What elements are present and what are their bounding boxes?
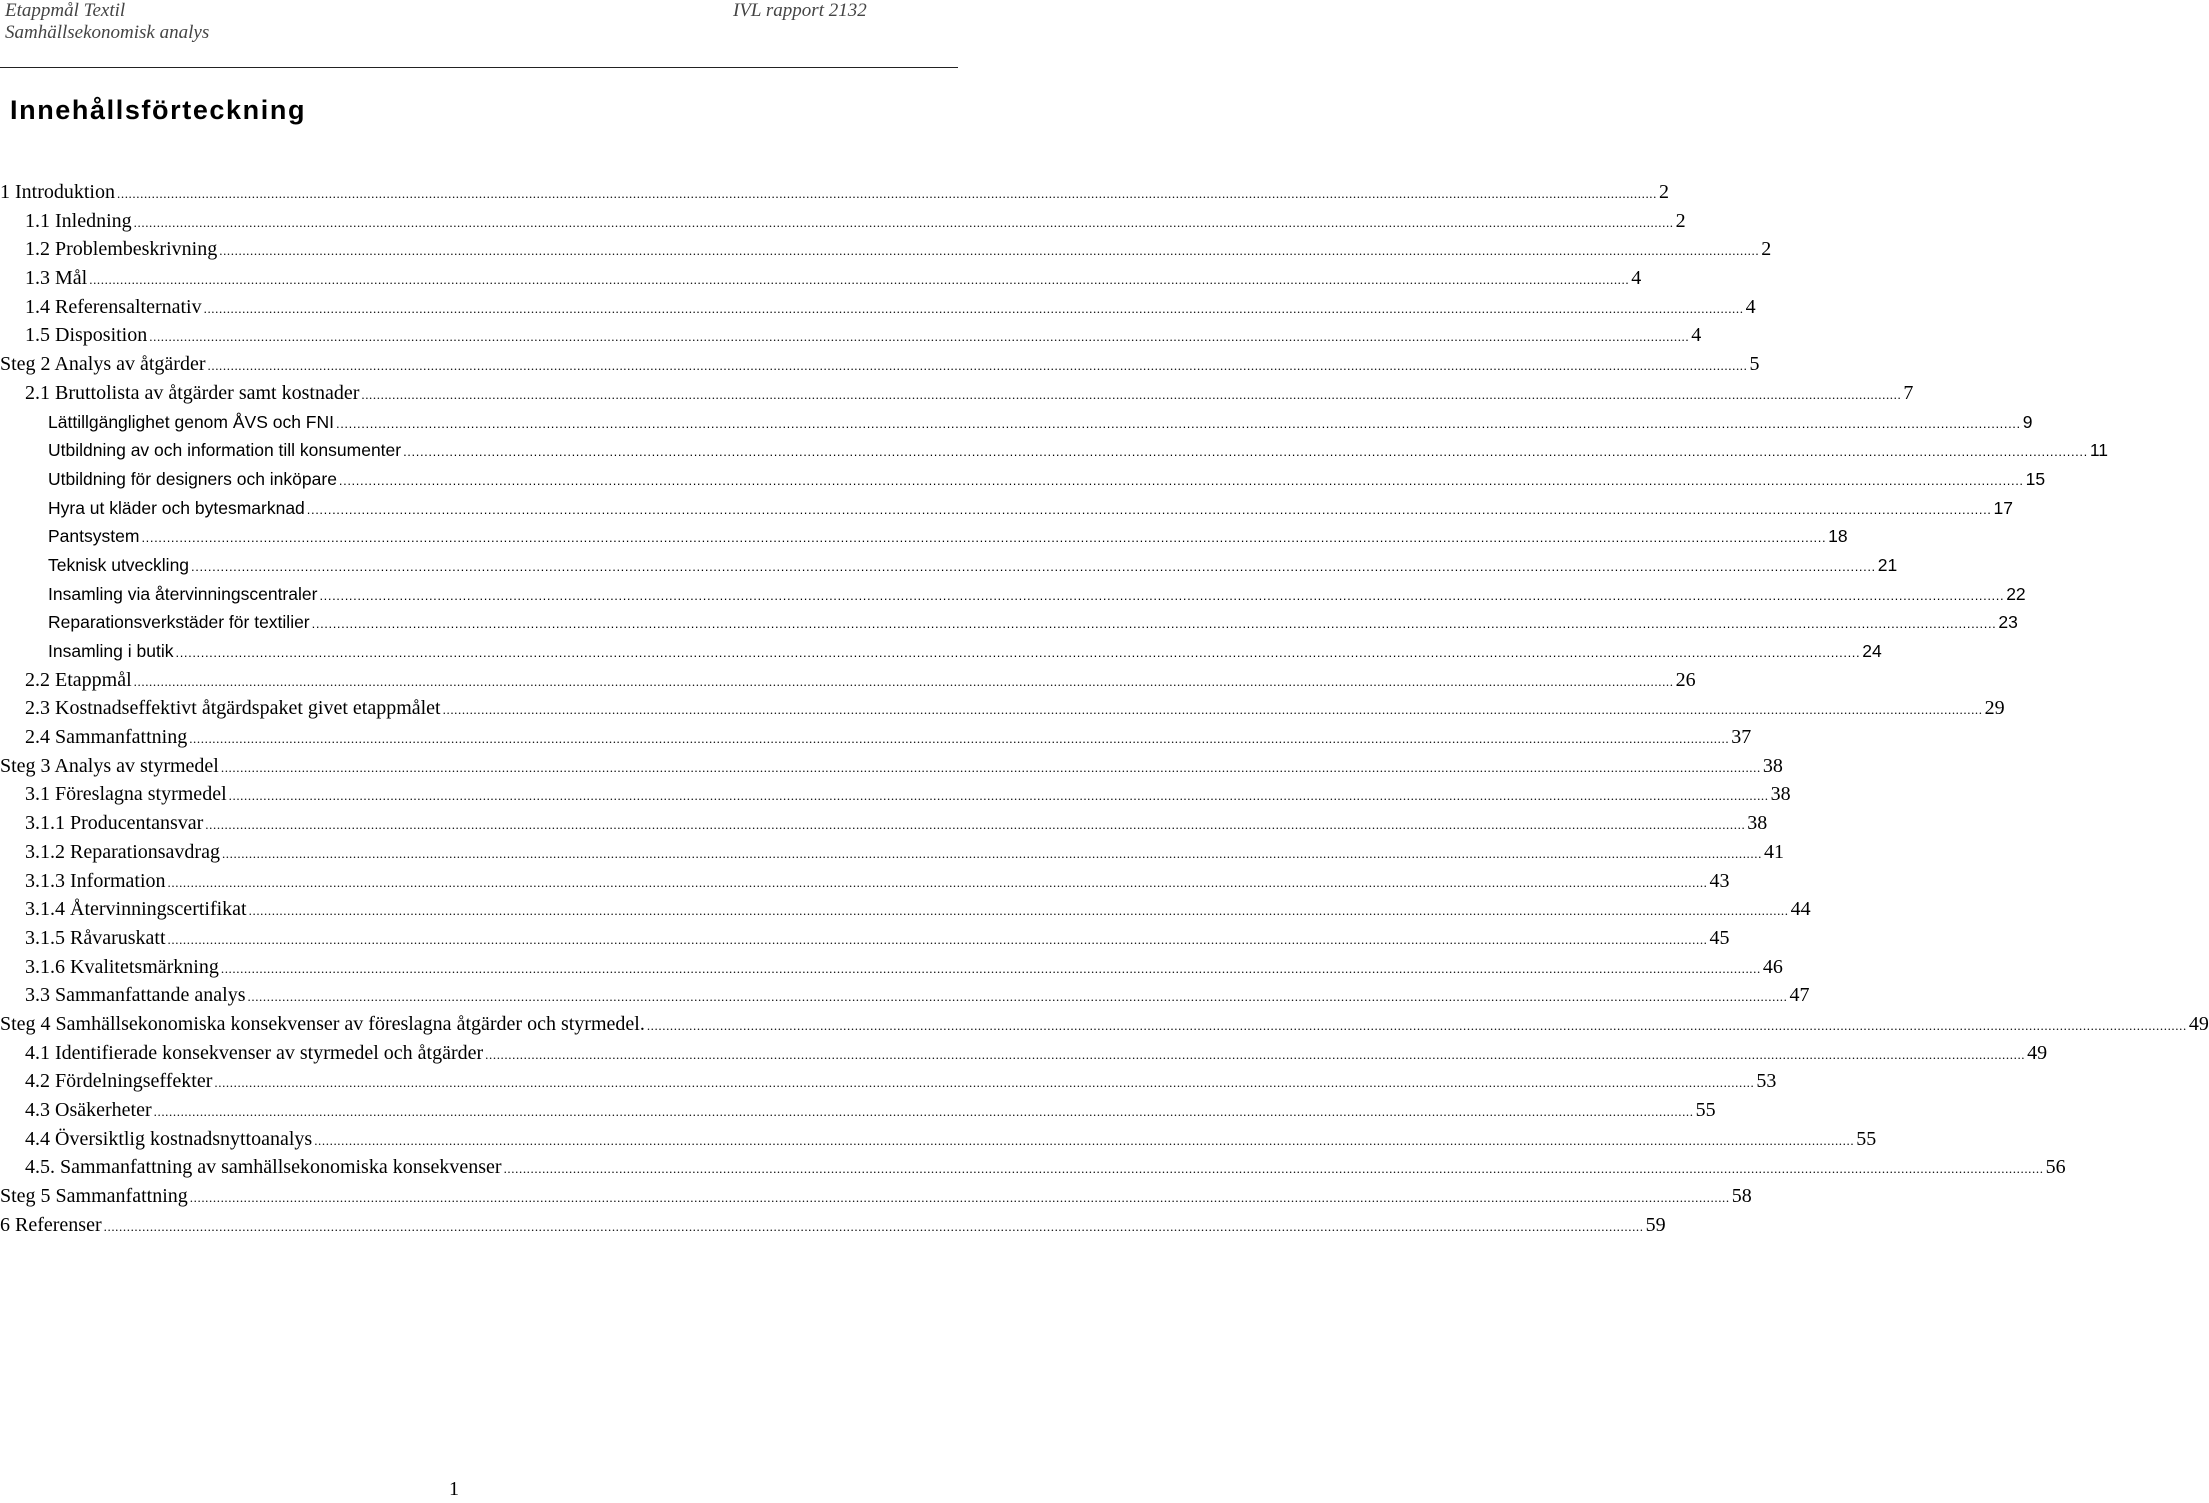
toc-entry-page: 59 [1645, 1213, 1666, 1236]
toc-leader-dots: ................................................................................................................................................................................................................................................................................................................................................................................................................ [133, 214, 1674, 230]
toc-entry[interactable] [0, 379, 1914, 408]
toc-entry-label: 3.1.4 Återvinningscertifikat [25, 898, 247, 921]
toc-entry[interactable] [0, 350, 1760, 379]
toc-entry-page: 38 [1762, 754, 1783, 777]
toc-leader-dots: ................................................................................................................................................................................................................................................................................................................................................................................................................ [103, 1218, 1644, 1234]
toc-entry-page: 46 [1762, 955, 1783, 978]
page-number: 1 [449, 1478, 459, 1500]
toc-entry-label: 4.3 Osäkerheter [25, 1099, 152, 1121]
toc-entry-page: 43 [1709, 869, 1730, 892]
toc-leader-dots: ................................................................................................................................................................................................................................................................................................................................................................................................................ [221, 845, 1762, 861]
toc-entry-page: 15 [2025, 468, 2046, 489]
toc-leader-dots: ................................................................................................................................................................................................................................................................................................................................................................................................................ [167, 931, 1708, 947]
toc-entry-label: 1.1 Inledning [25, 209, 132, 232]
toc-entry[interactable] [0, 666, 1696, 695]
toc-leader-dots: ................................................................................................................................................................................................................................................................................................................................................................................................................ [442, 702, 1983, 718]
toc-leader-dots: ................................................................................................................................................................................................................................................................................................................................................................................................................ [338, 472, 2024, 488]
toc-entry[interactable] [0, 1153, 2066, 1182]
toc-entry[interactable] [0, 580, 2026, 609]
toc-leader-dots: ................................................................................................................................................................................................................................................................................................................................................................................................................ [485, 1046, 2026, 1062]
toc-entry-label: Teknisk utveckling [48, 554, 190, 575]
toc-entry-label: 1.4 Referensalternativ [25, 295, 202, 318]
toc-leader-dots: ................................................................................................................................................................................................................................................................................................................................................................................................................ [314, 1132, 1855, 1148]
toc-leader-dots: ................................................................................................................................................................................................................................................................................................................................................................................................................ [219, 243, 1760, 259]
header-rule [0, 67, 958, 68]
toc-entry[interactable] [0, 953, 1783, 982]
toc-entry-label: 3.1.5 Råvaruskatt [25, 926, 166, 949]
toc-entry[interactable] [0, 551, 1898, 580]
toc-entry-label: 3.1.6 Kvalitetsmärkning [25, 955, 219, 978]
toc-entry-label: 6 Referenser [0, 1213, 102, 1236]
toc-entry-label: 4.1 Identifierade konsekvenser av styrmedel och åtgärder [25, 1041, 484, 1064]
toc-entry-label: Steg 2 Analys av åtgärder [0, 353, 206, 376]
toc-leader-dots: ................................................................................................................................................................................................................................................................................................................................................................................................................ [117, 186, 1657, 201]
toc-entry-label: 1.2 Problembeskrivning [25, 238, 218, 261]
toc-entry[interactable] [0, 637, 1882, 666]
toc-entry-label: Steg 5 Sammanfattning [0, 1185, 188, 1208]
toc-leader-dots: ................................................................................................................................................................................................................................................................................................................................................................................................................ [306, 501, 1992, 517]
toc-entry-label: Insamling via återvinningscentraler [48, 583, 318, 604]
toc-entry[interactable] [0, 293, 1756, 322]
toc-entry[interactable] [0, 1211, 1666, 1240]
toc-entry-label: 3.1 Föreslagna styrmedel [25, 783, 227, 806]
toc-entry-page: 37 [1731, 726, 1752, 749]
toc-entry-label: Utbildning av och information till konsumenter [48, 440, 402, 461]
toc-entry-page: 56 [2045, 1156, 2066, 1179]
toc-entry-page: 38 [1747, 812, 1768, 835]
toc-leader-dots: ................................................................................................................................................................................................................................................................................................................................................................................................................ [503, 1161, 2044, 1177]
toc-entry-page: 49 [2027, 1041, 2048, 1064]
toc-entry[interactable] [0, 981, 1810, 1010]
toc-entry[interactable] [0, 867, 1730, 896]
toc-entry-page: 53 [1756, 1070, 1777, 1093]
toc-entry[interactable] [0, 809, 1768, 838]
toc-entry-page: 2 [1761, 238, 1772, 261]
toc-entry-page: 4 [1745, 295, 1756, 318]
toc-leader-dots: ................................................................................................................................................................................................................................................................................................................................................................................................................ [189, 731, 1730, 747]
toc-entry-page: 41 [1763, 840, 1784, 863]
toc-entry-page: 17 [1993, 497, 2013, 518]
toc-entry[interactable] [0, 694, 2005, 723]
toc-entry-label: 3.1.3 Information [25, 869, 166, 892]
toc-leader-dots: ................................................................................................................................................................................................................................................................................................................................................................................................................ [203, 300, 1744, 316]
toc-entry[interactable] [0, 207, 1686, 236]
header-report-number: IVL rapport 2132 [733, 0, 867, 21]
toc-entry[interactable] [0, 436, 2108, 465]
toc-entry-page: 47 [1789, 984, 1810, 1007]
toc-entry-label: Reparationsverkstäder för textilier [48, 612, 310, 633]
toc-entry-page: 2 [1659, 181, 1669, 203]
toc-entry-label: 3.1.2 Reparationsavdrag [25, 840, 220, 863]
toc-entry-page: 11 [2089, 440, 2108, 461]
toc-leader-dots: ................................................................................................................................................................................................................................................................................................................................................................................................................ [149, 329, 1690, 345]
toc-entry-page: 49 [2188, 1012, 2209, 1035]
toc-entry-page: 45 [1709, 926, 1730, 949]
toc-entry-label: 2.2 Etappmål [25, 668, 132, 691]
toc-entry-page: 55 [1695, 1099, 1716, 1121]
toc-entry[interactable] [0, 465, 2046, 494]
toc-entry-label: 4.5. Sammanfattning av samhällsekonomiska konsekvenser [25, 1156, 502, 1179]
toc-entry-label: 2.4 Sammanfattning [25, 726, 188, 749]
toc-entry-page: 23 [1998, 612, 2018, 633]
toc-leader-dots: ................................................................................................................................................................................................................................................................................................................................................................................................................ [175, 645, 1861, 660]
toc-entry[interactable] [0, 522, 1848, 551]
toc-leader-dots: ................................................................................................................................................................................................................................................................................................................................................................................................................ [220, 759, 1761, 775]
toc-entry-page: 21 [1877, 554, 1898, 575]
toc-leader-dots: ................................................................................................................................................................................................................................................................................................................................................................................................................ [207, 358, 1748, 374]
toc-leader-dots: ................................................................................................................................................................................................................................................................................................................................................................................................................ [141, 530, 1827, 546]
toc-leader-dots: ................................................................................................................................................................................................................................................................................................................................................................................................................ [247, 989, 1788, 1005]
toc-entry[interactable] [0, 178, 1669, 207]
toc-entry-label: Utbildning för designers och inköpare [48, 468, 337, 489]
toc-leader-dots: ................................................................................................................................................................................................................................................................................................................................................................................................................ [89, 272, 1630, 288]
toc-leader-dots: ................................................................................................................................................................................................................................................................................................................................................................................................................ [319, 587, 2005, 603]
toc-entry-page: 55 [1856, 1127, 1877, 1150]
toc-entry-page: 58 [1731, 1185, 1752, 1208]
toc-entry[interactable] [0, 1125, 1877, 1154]
toc-leader-dots: ................................................................................................................................................................................................................................................................................................................................................................................................................ [228, 788, 1769, 804]
table-of-contents [0, 178, 2209, 1239]
toc-entry-label: 2.3 Kostnadseffektivt åtgärdspaket givet etappmålet [25, 697, 441, 720]
toc-entry-page: 9 [2022, 411, 2033, 432]
toc-entry-label: 3.1.1 Producentansvar [25, 812, 204, 835]
toc-heading: Innehållsförteckning [10, 95, 307, 125]
toc-entry-page: 18 [1828, 526, 1848, 547]
toc-entry[interactable] [0, 838, 1784, 867]
toc-entry-label: 4.2 Fördelningseffekter [25, 1070, 213, 1093]
toc-entry-label: 1.5 Disposition [25, 324, 148, 347]
toc-entry-page: 2 [1675, 209, 1686, 232]
toc-leader-dots: ................................................................................................................................................................................................................................................................................................................................................................................................................ [220, 960, 1761, 976]
toc-entry-label: Insamling i butik [48, 641, 174, 661]
toc-entry[interactable] [0, 780, 1791, 809]
toc-entry-label: Hyra ut kläder och bytesmarknad [48, 497, 305, 518]
toc-entry-page: 7 [1903, 381, 1914, 404]
toc-entry[interactable] [0, 264, 1642, 293]
toc-leader-dots: ................................................................................................................................................................................................................................................................................................................................................................................................................ [361, 386, 1902, 402]
toc-entry[interactable] [0, 608, 2018, 637]
toc-entry[interactable] [0, 321, 1702, 350]
toc-leader-dots: ................................................................................................................................................................................................................................................................................................................................................................................................................ [248, 903, 1789, 919]
toc-leader-dots: ................................................................................................................................................................................................................................................................................................................................................................................................................ [133, 673, 1674, 689]
toc-entry[interactable] [0, 1182, 1752, 1211]
toc-entry[interactable] [0, 235, 1772, 264]
toc-entry[interactable] [0, 1010, 2209, 1039]
toc-leader-dots: ................................................................................................................................................................................................................................................................................................................................................................................................................ [191, 558, 1876, 574]
header-report-subtitle: Samhällsekonomisk analys [5, 22, 210, 43]
toc-entry-label: Steg 4 Samhällsekonomiska konsekvenser av föreslagna åtgärder och styrmedel. [0, 1012, 645, 1035]
toc-entry-page: 22 [2006, 583, 2026, 604]
toc-entry[interactable] [0, 494, 2013, 523]
toc-entry-label: Lättillgänglighet genom ÅVS och FNI [48, 411, 334, 432]
toc-entry-page: 29 [1984, 697, 2005, 720]
toc-entry-page: 44 [1790, 898, 1811, 921]
toc-entry-label: 1 Introduktion [0, 181, 115, 203]
toc-entry-page: 38 [1770, 783, 1791, 806]
toc-entry-page: 4 [1631, 267, 1642, 290]
toc-entry[interactable] [0, 723, 1752, 752]
header-report-title: Etappmål Textil [5, 0, 126, 21]
running-header-left [5, 0, 209, 44]
toc-entry[interactable] [0, 924, 1730, 953]
toc-entry[interactable] [0, 408, 2033, 437]
toc-leader-dots: ................................................................................................................................................................................................................................................................................................................................................................................................................ [167, 874, 1708, 890]
toc-entry[interactable] [0, 895, 1811, 924]
toc-entry-label: 3.3 Sammanfattande analys [25, 984, 246, 1007]
toc-entry[interactable] [0, 752, 1783, 781]
toc-leader-dots: ................................................................................................................................................................................................................................................................................................................................................................................................................ [336, 415, 2021, 431]
toc-leader-dots: ................................................................................................................................................................................................................................................................................................................................................................................................................ [205, 817, 1746, 833]
toc-leader-dots: ................................................................................................................................................................................................................................................................................................................................................................................................................ [189, 1190, 1730, 1206]
toc-leader-dots: ................................................................................................................................................................................................................................................................................................................................................................................................................ [646, 1017, 2187, 1033]
toc-entry-page: 4 [1691, 324, 1702, 347]
toc-leader-dots: ................................................................................................................................................................................................................................................................................................................................................................................................................ [311, 616, 1997, 632]
toc-leader-dots: ................................................................................................................................................................................................................................................................................................................................................................................................................ [153, 1104, 1694, 1119]
toc-entry-page: 24 [1862, 641, 1882, 661]
toc-entry-label: 4.4 Översiktlig kostnadsnyttoanalys [25, 1127, 313, 1150]
toc-entry-label: 1.3 Mål [25, 267, 88, 290]
toc-entry-label: Steg 3 Analys av styrmedel [0, 754, 219, 777]
toc-entry-label: Pantsystem [48, 526, 140, 547]
toc-entry[interactable] [0, 1096, 1716, 1125]
toc-leader-dots: ................................................................................................................................................................................................................................................................................................................................................................................................................ [403, 444, 2088, 460]
toc-entry-page: 5 [1749, 353, 1760, 376]
toc-entry[interactable] [0, 1067, 1777, 1096]
toc-entry[interactable] [0, 1039, 2048, 1068]
toc-entry-page: 26 [1675, 668, 1696, 691]
toc-entry-label: 2.1 Bruttolista av åtgärder samt kostnader [25, 381, 360, 404]
toc-leader-dots: ................................................................................................................................................................................................................................................................................................................................................................................................................ [214, 1075, 1755, 1091]
